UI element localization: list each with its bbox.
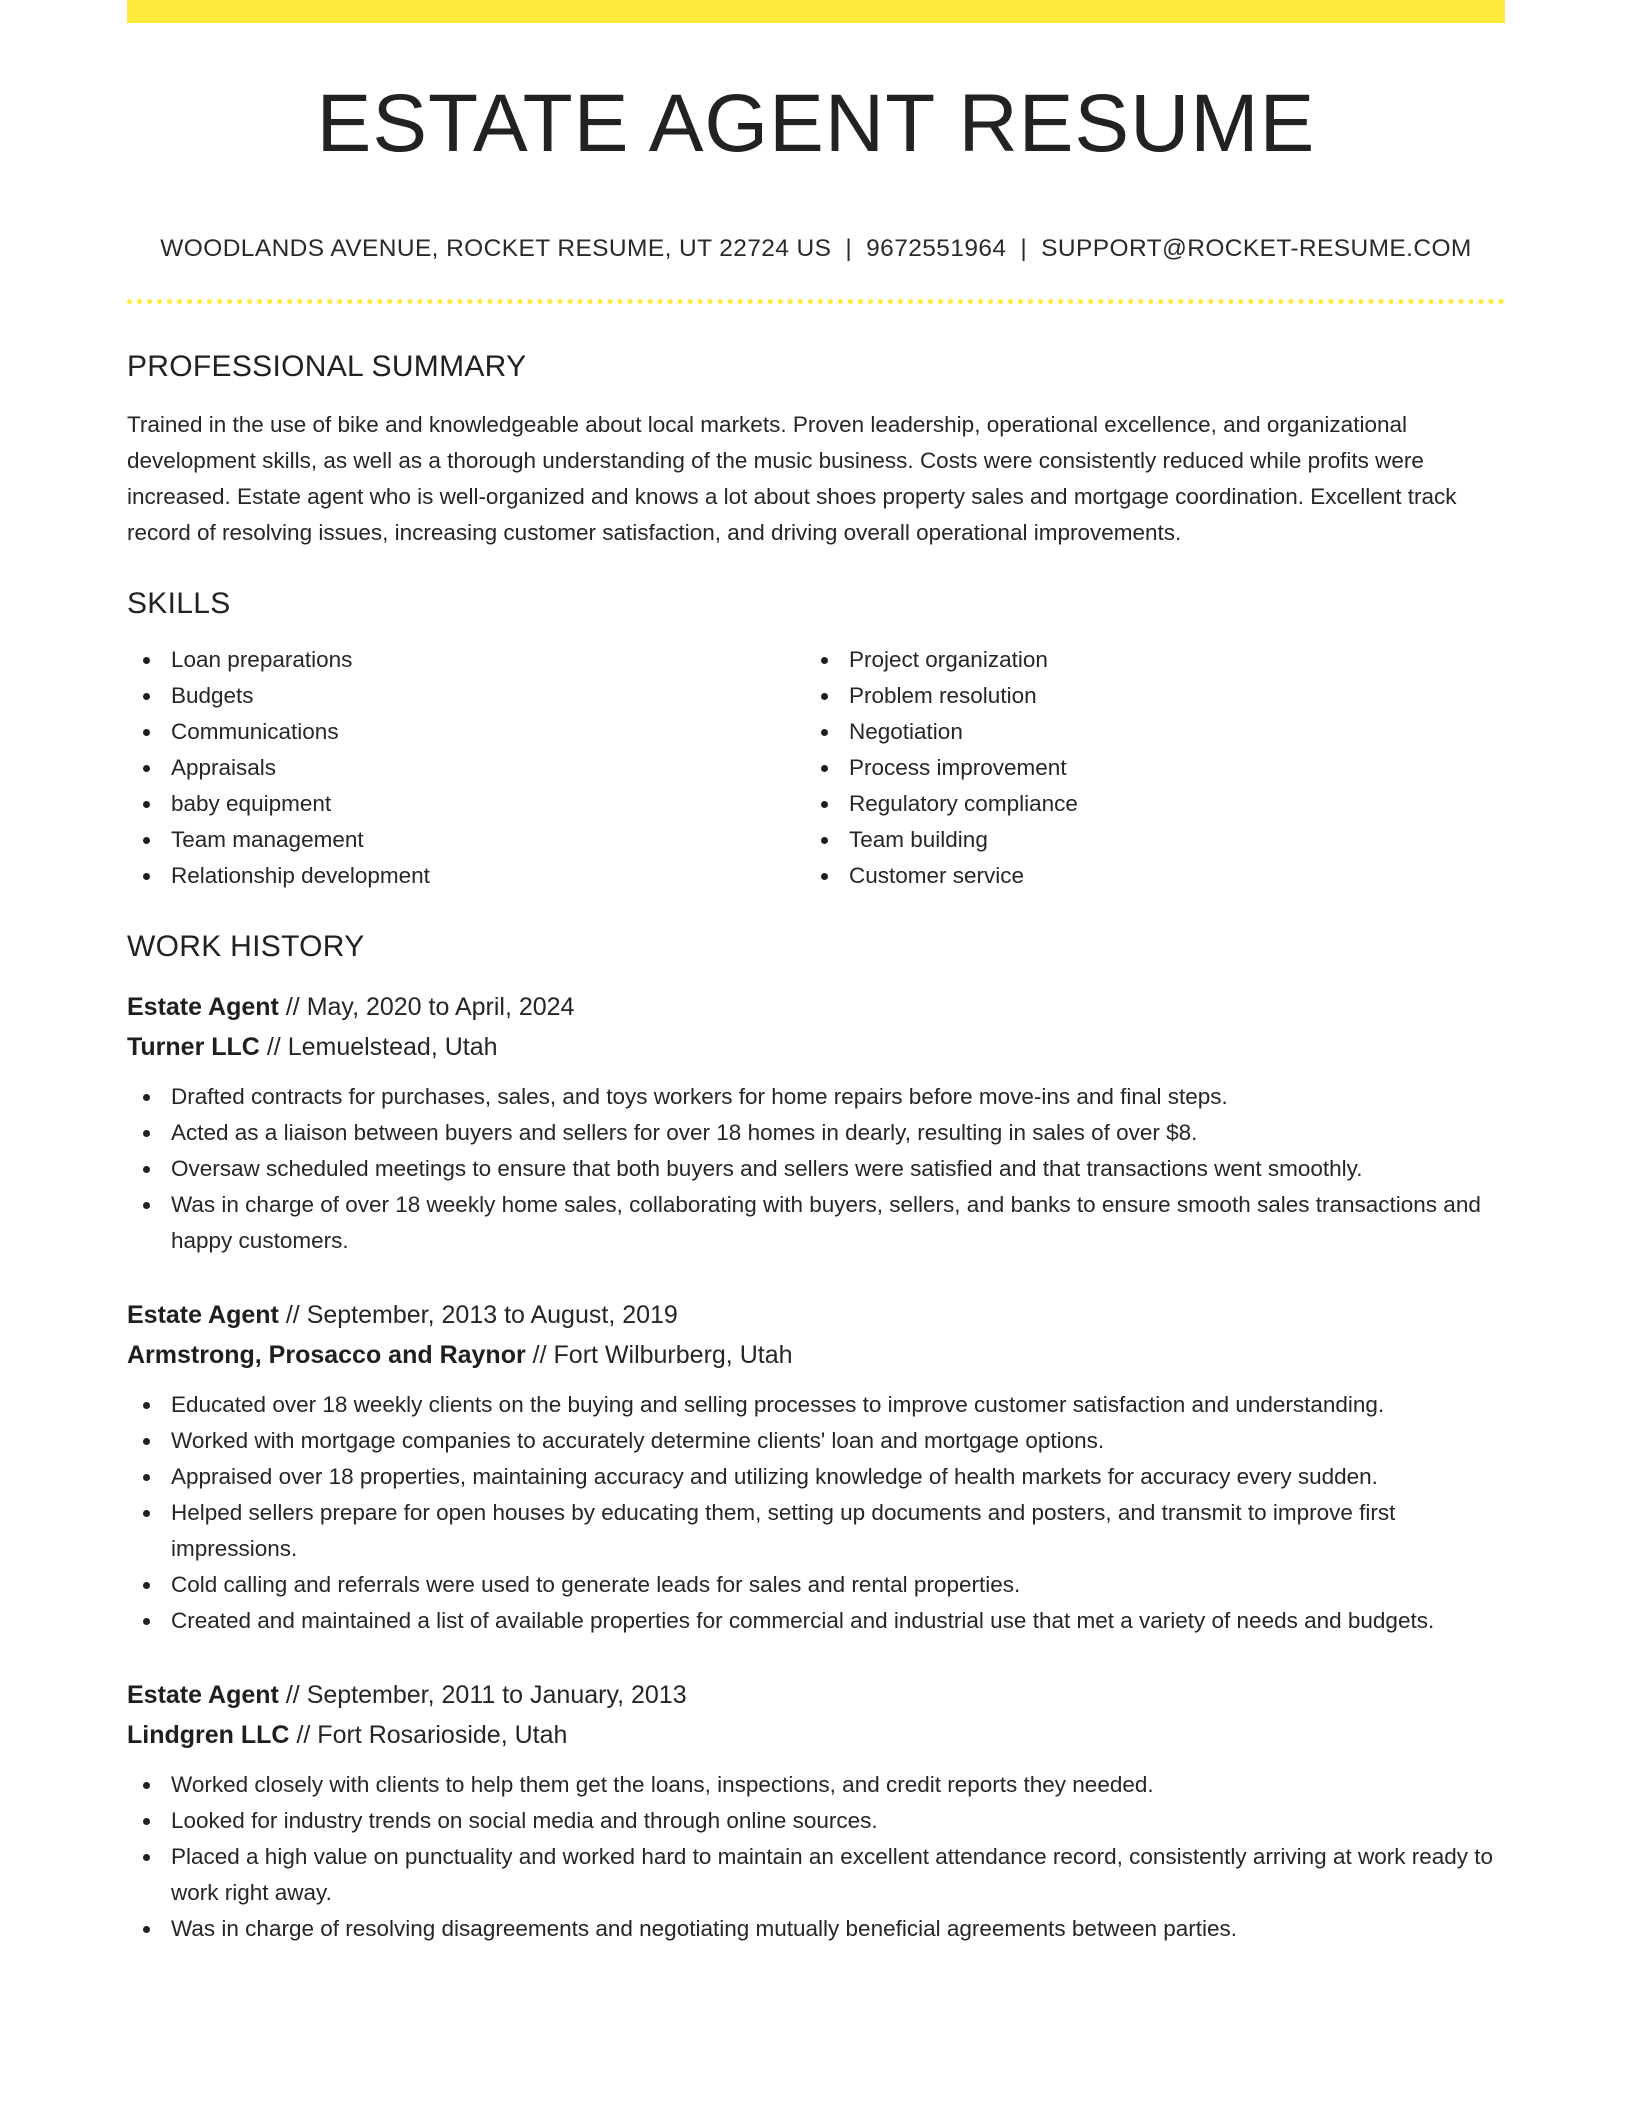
job-company: Lindgren LLC — [127, 1721, 290, 1749]
contact-email: SUPPORT@ROCKET-RESUME.COM — [1041, 235, 1472, 262]
resume-title: ESTATE AGENT RESUME — [316, 78, 1316, 169]
job-location: Fort Wilburberg, Utah — [553, 1341, 793, 1369]
contact-separator: | — [1020, 235, 1028, 262]
job-separator: // — [296, 1721, 311, 1749]
job-bullet: Was in charge of resolving disagreements and negotiating mutually beneficial agreements between parties. — [127, 1911, 1505, 1947]
job-bullet: Oversaw scheduled meetings to ensure that both buyers and sellers were satisfied and that transactions went smoothly. — [127, 1151, 1505, 1187]
job-separator: // — [285, 1301, 300, 1329]
job-company: Armstrong, Prosacco and Raynor — [127, 1341, 526, 1369]
job-dates: September, 2011 to January, 2013 — [306, 1681, 687, 1709]
job-bullet: Educated over 18 weekly clients on the buying and selling processes to improve customer satisfaction and understanding. — [127, 1387, 1505, 1423]
job-title: Estate Agent — [127, 1301, 279, 1329]
job-entry — [127, 1675, 1505, 1947]
job-bullet: Appraised over 18 properties, maintaining accuracy and utilizing knowledge of health markets for accuracy every sudden. — [127, 1459, 1505, 1495]
contact-line — [127, 235, 1505, 263]
skill-item: Team building — [805, 822, 1483, 858]
contact-phone: 9672551964 — [866, 235, 1007, 262]
skill-item: Relationship development — [127, 858, 805, 894]
job-entry — [127, 987, 1505, 1259]
job-company-line — [127, 1335, 1505, 1375]
dotted-divider — [127, 299, 1505, 304]
job-title-line — [127, 1675, 1505, 1715]
skill-item: Communications — [127, 714, 805, 750]
job-bullet: Created and maintained a list of available properties for commercial and industrial use that met a variety of needs and budgets. — [127, 1603, 1505, 1639]
summary-text: Trained in the use of bike and knowledgeable about local markets. Proven leadership, operational excellence, and organizational development skills, as well as a thorough understanding of the music business. Costs were consistently reduced while profits were increased. Estate agent who is well-organized and knows a lot about shoes property sales and mortgage coordination. Excellent track record of resolving issues, increasing customer satisfaction, and driving overall operational improvements. — [127, 412, 1457, 545]
job-separator: // — [285, 993, 300, 1021]
skills-column-right — [805, 642, 1483, 894]
job-dates: May, 2020 to April, 2024 — [306, 993, 575, 1021]
skill-item: Problem resolution — [805, 678, 1483, 714]
job-title-line — [127, 1295, 1505, 1335]
job-entry — [127, 1295, 1505, 1639]
skill-item: Loan preparations — [127, 642, 805, 678]
skill-item: Team management — [127, 822, 805, 858]
job-bullet: Placed a high value on punctuality and worked hard to maintain an excellent attendance record, consistently arriving at work ready to work right away. — [127, 1839, 1505, 1911]
skill-item: Project organization — [805, 642, 1483, 678]
job-company-line — [127, 1027, 1505, 1067]
skill-item: Negotiation — [805, 714, 1483, 750]
skill-item: Appraisals — [127, 750, 805, 786]
accent-top-bar — [127, 0, 1505, 23]
skill-item: baby equipment — [127, 786, 805, 822]
job-bullet: Drafted contracts for purchases, sales, and toys workers for home repairs before move-ins and final steps. — [127, 1079, 1505, 1115]
job-location: Fort Rosarioside, Utah — [317, 1721, 568, 1749]
job-bullets — [127, 1387, 1505, 1639]
summary-heading: PROFESSIONAL SUMMARY — [127, 350, 527, 383]
job-bullet: Helped sellers prepare for open houses by educating them, setting up documents and posters, and transmit to improve first impressions. — [127, 1495, 1505, 1567]
contact-separator: | — [845, 235, 853, 262]
job-separator: // — [285, 1681, 300, 1709]
job-bullets — [127, 1767, 1505, 1947]
job-company-line — [127, 1715, 1505, 1755]
job-bullet: Worked closely with clients to help them get the loans, inspections, and credit reports they needed. — [127, 1767, 1505, 1803]
job-company: Turner LLC — [127, 1033, 260, 1061]
job-title: Estate Agent — [127, 993, 279, 1021]
job-bullet: Cold calling and referrals were used to generate leads for sales and rental properties. — [127, 1567, 1505, 1603]
job-separator: // — [266, 1033, 281, 1061]
job-bullet: Was in charge of over 18 weekly home sales, collaborating with buyers, sellers, and banks to ensure smooth sales transactions and happy customers. — [127, 1187, 1505, 1259]
skill-item: Regulatory compliance — [805, 786, 1483, 822]
skills-heading: SKILLS — [127, 587, 231, 620]
job-bullet: Acted as a liaison between buyers and sellers for over 18 homes in dearly, resulting in sales of over $8. — [127, 1115, 1505, 1151]
resume-page — [127, 0, 1505, 1947]
job-bullet: Worked with mortgage companies to accurately determine clients' loan and mortgage options. — [127, 1423, 1505, 1459]
job-title-line — [127, 987, 1505, 1027]
contact-address: WOODLANDS AVENUE, ROCKET RESUME, UT 22724 US — [160, 235, 832, 262]
skills-grid — [127, 642, 1505, 894]
job-bullets — [127, 1079, 1505, 1259]
job-title: Estate Agent — [127, 1681, 279, 1709]
job-dates: September, 2013 to August, 2019 — [306, 1301, 678, 1329]
work-history-heading: WORK HISTORY — [127, 930, 365, 963]
job-location: Lemuelstead, Utah — [287, 1033, 498, 1061]
job-bullet: Looked for industry trends on social media and through online sources. — [127, 1803, 1505, 1839]
skill-item: Process improvement — [805, 750, 1483, 786]
skills-column-left — [127, 642, 805, 894]
skill-item: Customer service — [805, 858, 1483, 894]
job-separator: // — [532, 1341, 547, 1369]
skill-item: Budgets — [127, 678, 805, 714]
